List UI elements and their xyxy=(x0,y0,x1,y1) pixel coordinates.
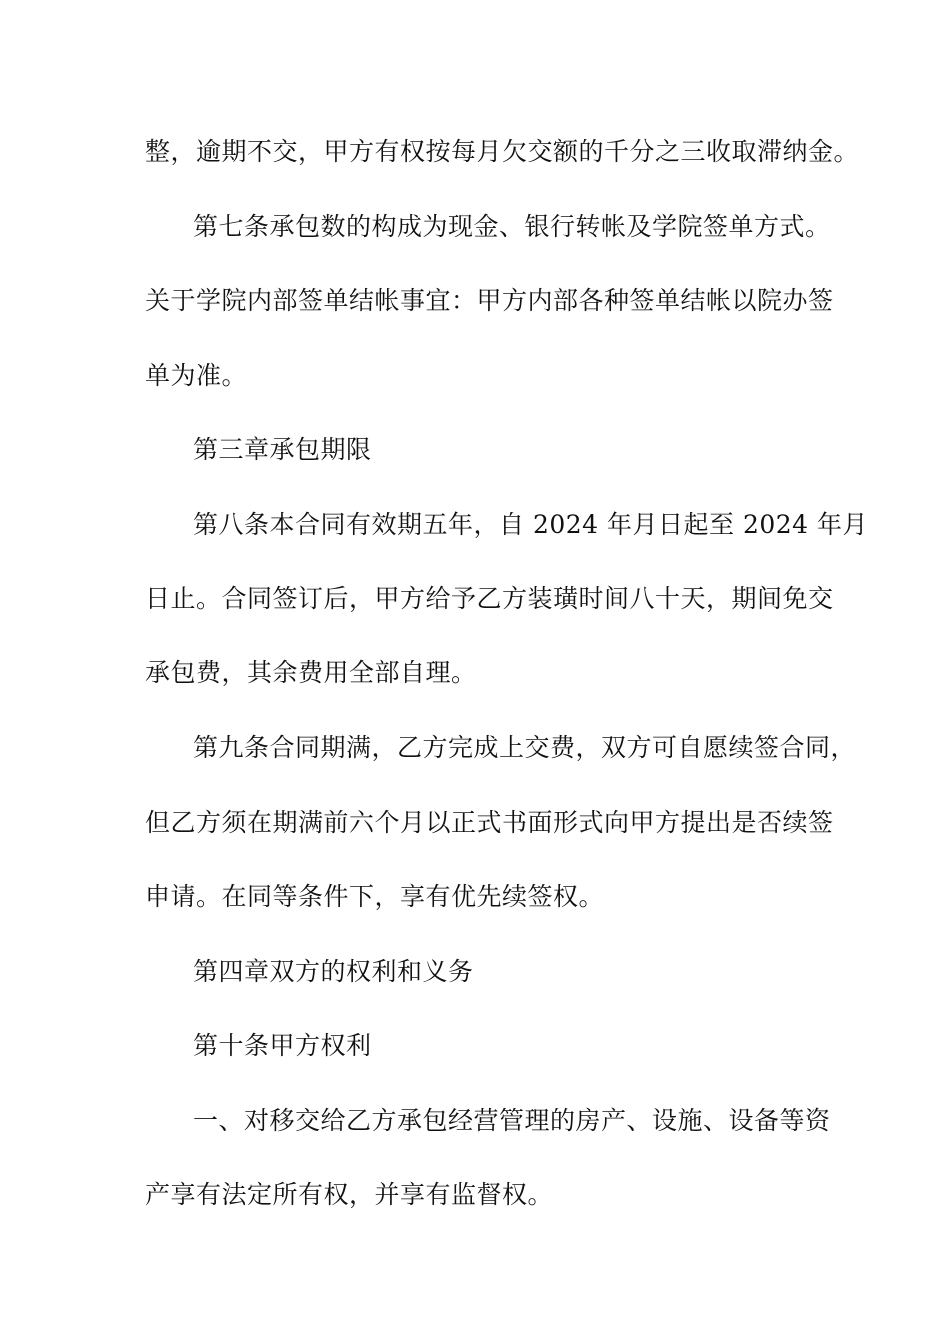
paragraph-line: 关于学院内部签单结帐事宜：甲方内部各种签单结帐以院办签 xyxy=(145,286,834,315)
article-9-line: 第九条合同期满，乙方完成上交费，双方可自愿续签合同， xyxy=(193,733,857,762)
paragraph-line: 产享有法定所有权，并享有监督权。 xyxy=(145,1180,554,1209)
article-7-line: 第七条承包数的构成为现金、银行转帐及学院签单方式。 xyxy=(193,212,831,241)
clause-1-line: 一、对移交给乙方承包经营管理的房产、设施、设备等资 xyxy=(193,1106,831,1135)
chapter-3-heading: 第三章承包期限 xyxy=(193,435,372,464)
paragraph-line: 申请。在同等条件下，享有优先续签权。 xyxy=(145,882,605,911)
paragraph-line: 承包费，其余费用全部自理。 xyxy=(145,658,477,687)
article-8-line: 第八条本合同有效期五年，自 2024 年月日起至 2024 年月 xyxy=(193,510,869,539)
paragraph-line: 单为准。 xyxy=(145,361,248,390)
paragraph-line: 整，逾期不交，甲方有权按每月欠交额的千分之三收取滞纳金。 xyxy=(145,137,860,166)
chapter-4-heading: 第四章双方的权利和义务 xyxy=(193,957,474,986)
paragraph-line: 日止。合同签订后，甲方给予乙方装璜时间八十天，期间免交 xyxy=(145,584,834,613)
paragraph-line: 但乙方须在期满前六个月以正式书面形式向甲方提出是否续签 xyxy=(145,808,834,837)
article-10-heading: 第十条甲方权利 xyxy=(193,1031,372,1060)
